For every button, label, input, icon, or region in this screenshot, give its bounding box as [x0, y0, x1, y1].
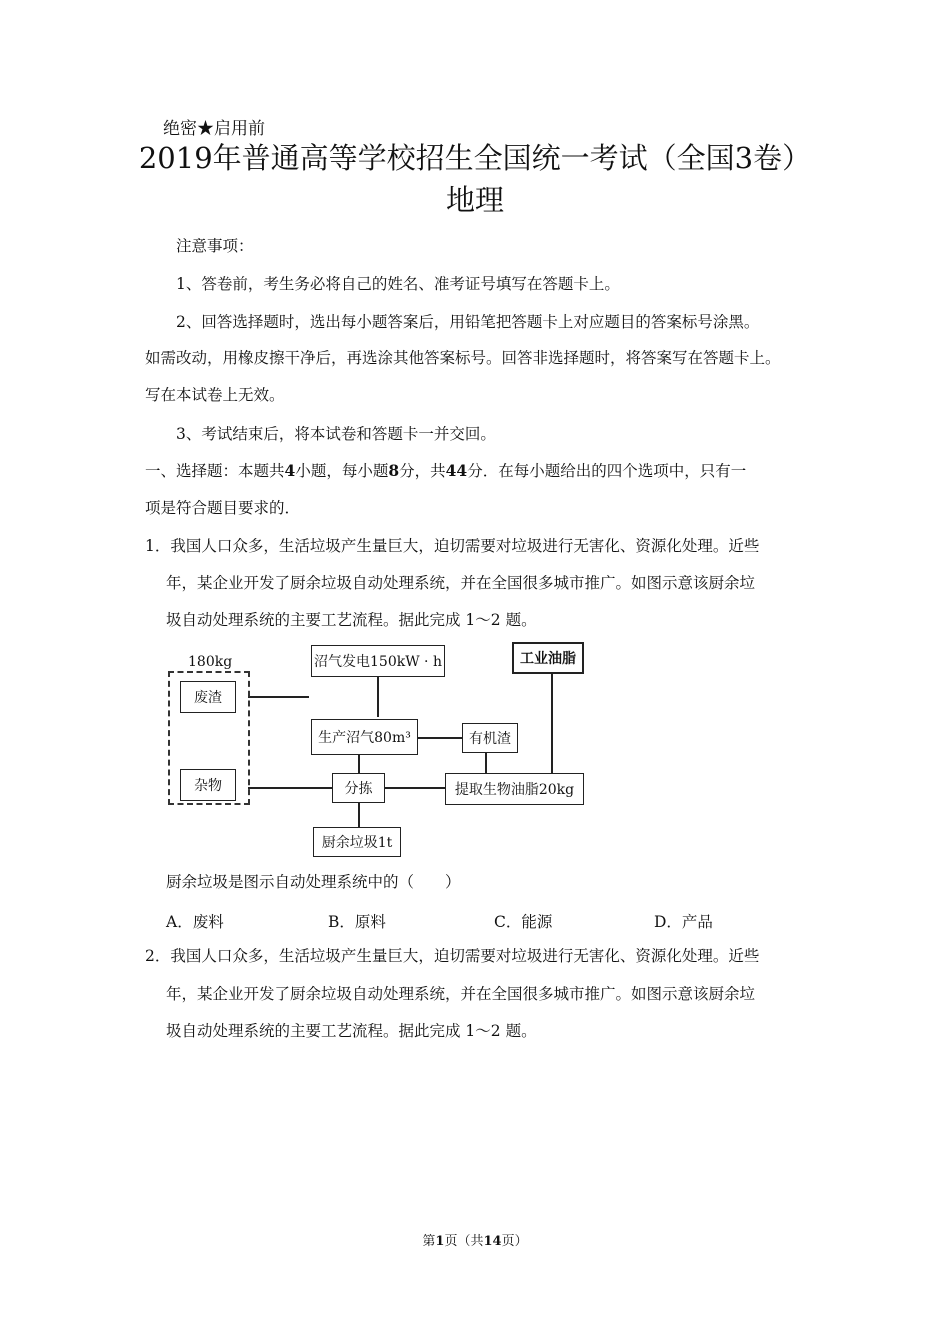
option-d: D．产品: [654, 913, 713, 931]
organic-residue-box: 有机渣: [462, 723, 518, 753]
question-2-text: 2．我国人口众多，生活垃圾产生量巨大，迫切需要对垃圾进行无害化、资源化处理。近些: [145, 947, 760, 965]
sundries-box: 杂物: [180, 769, 236, 801]
notes-item: 如需改动，用橡皮擦干净后，再选涂其他答案标号。回答非选择题时，将答案写在答题卡上。: [145, 349, 781, 367]
kitchen-waste-box: 厨余垃圾1t: [313, 827, 401, 857]
notes-item: 1、答卷前，考生务必将自己的姓名、准考证号填写在答题卡上。: [176, 275, 620, 293]
subject-title: 地理: [445, 183, 504, 217]
notes-item: 2、回答选择题时，选出每小题答案后，用铅笔把答题卡上对应题目的答案标号涂黑。: [176, 313, 760, 331]
question-1-text: 年，某企业开发了厨余垃圾自动处理系统，并在全国很多城市推广。如图示意该厨余垃: [166, 574, 756, 592]
notes-item: 写在本试卷上无效。: [145, 386, 285, 404]
question-1-stem: 厨余垃圾是图示自动处理系统中的（ ）: [166, 873, 461, 891]
biogas-production-box: 生产沼气80m³: [311, 719, 418, 755]
bio-grease-box: 提取生物油脂20kg: [445, 773, 584, 805]
sorting-box: 分拣: [332, 773, 385, 803]
process-flow-diagram: [166, 637, 590, 862]
question-2-text: 年，某企业开发了厨余垃圾自动处理系统，并在全国很多城市推广。如图示意该厨余垃: [166, 985, 756, 1003]
section-instructions-line2: 项是符合题目要求的．: [145, 499, 301, 517]
option-b: B．原料: [328, 913, 386, 931]
waste-weight-label: 180kg: [188, 654, 233, 670]
option-c: C．能源: [494, 913, 553, 931]
section-instructions: 一、选择题：本题共4小题，每小题8分，共44分．在每小题给出的四个选项中，只有一: [145, 461, 747, 480]
biogas-power-box: 沼气发电150kW · h: [311, 645, 445, 677]
option-a: A．废料: [166, 913, 224, 931]
question-1-text: 圾自动处理系统的主要工艺流程。据此完成 1～2 题。: [166, 611, 537, 629]
notes-heading: 注意事项：: [176, 237, 254, 255]
page-footer: 第1页（共14页）: [422, 1234, 528, 1249]
waste-residue-box: 废渣: [180, 681, 236, 713]
industrial-grease-box: 工业油脂: [512, 642, 584, 674]
exam-title: 2019年普通高等学校招生全国统一考试（全国3卷）: [138, 141, 812, 175]
notes-item: 3、考试结束后，将本试卷和答题卡一并交回。: [176, 425, 496, 443]
question-2-text: 圾自动处理系统的主要工艺流程。据此完成 1～2 题。: [166, 1022, 537, 1040]
secret-mark: 绝密★启用前: [163, 119, 265, 139]
question-1-text: 1．我国人口众多，生活垃圾产生量巨大，迫切需要对垃圾进行无害化、资源化处理。近些: [145, 537, 760, 555]
